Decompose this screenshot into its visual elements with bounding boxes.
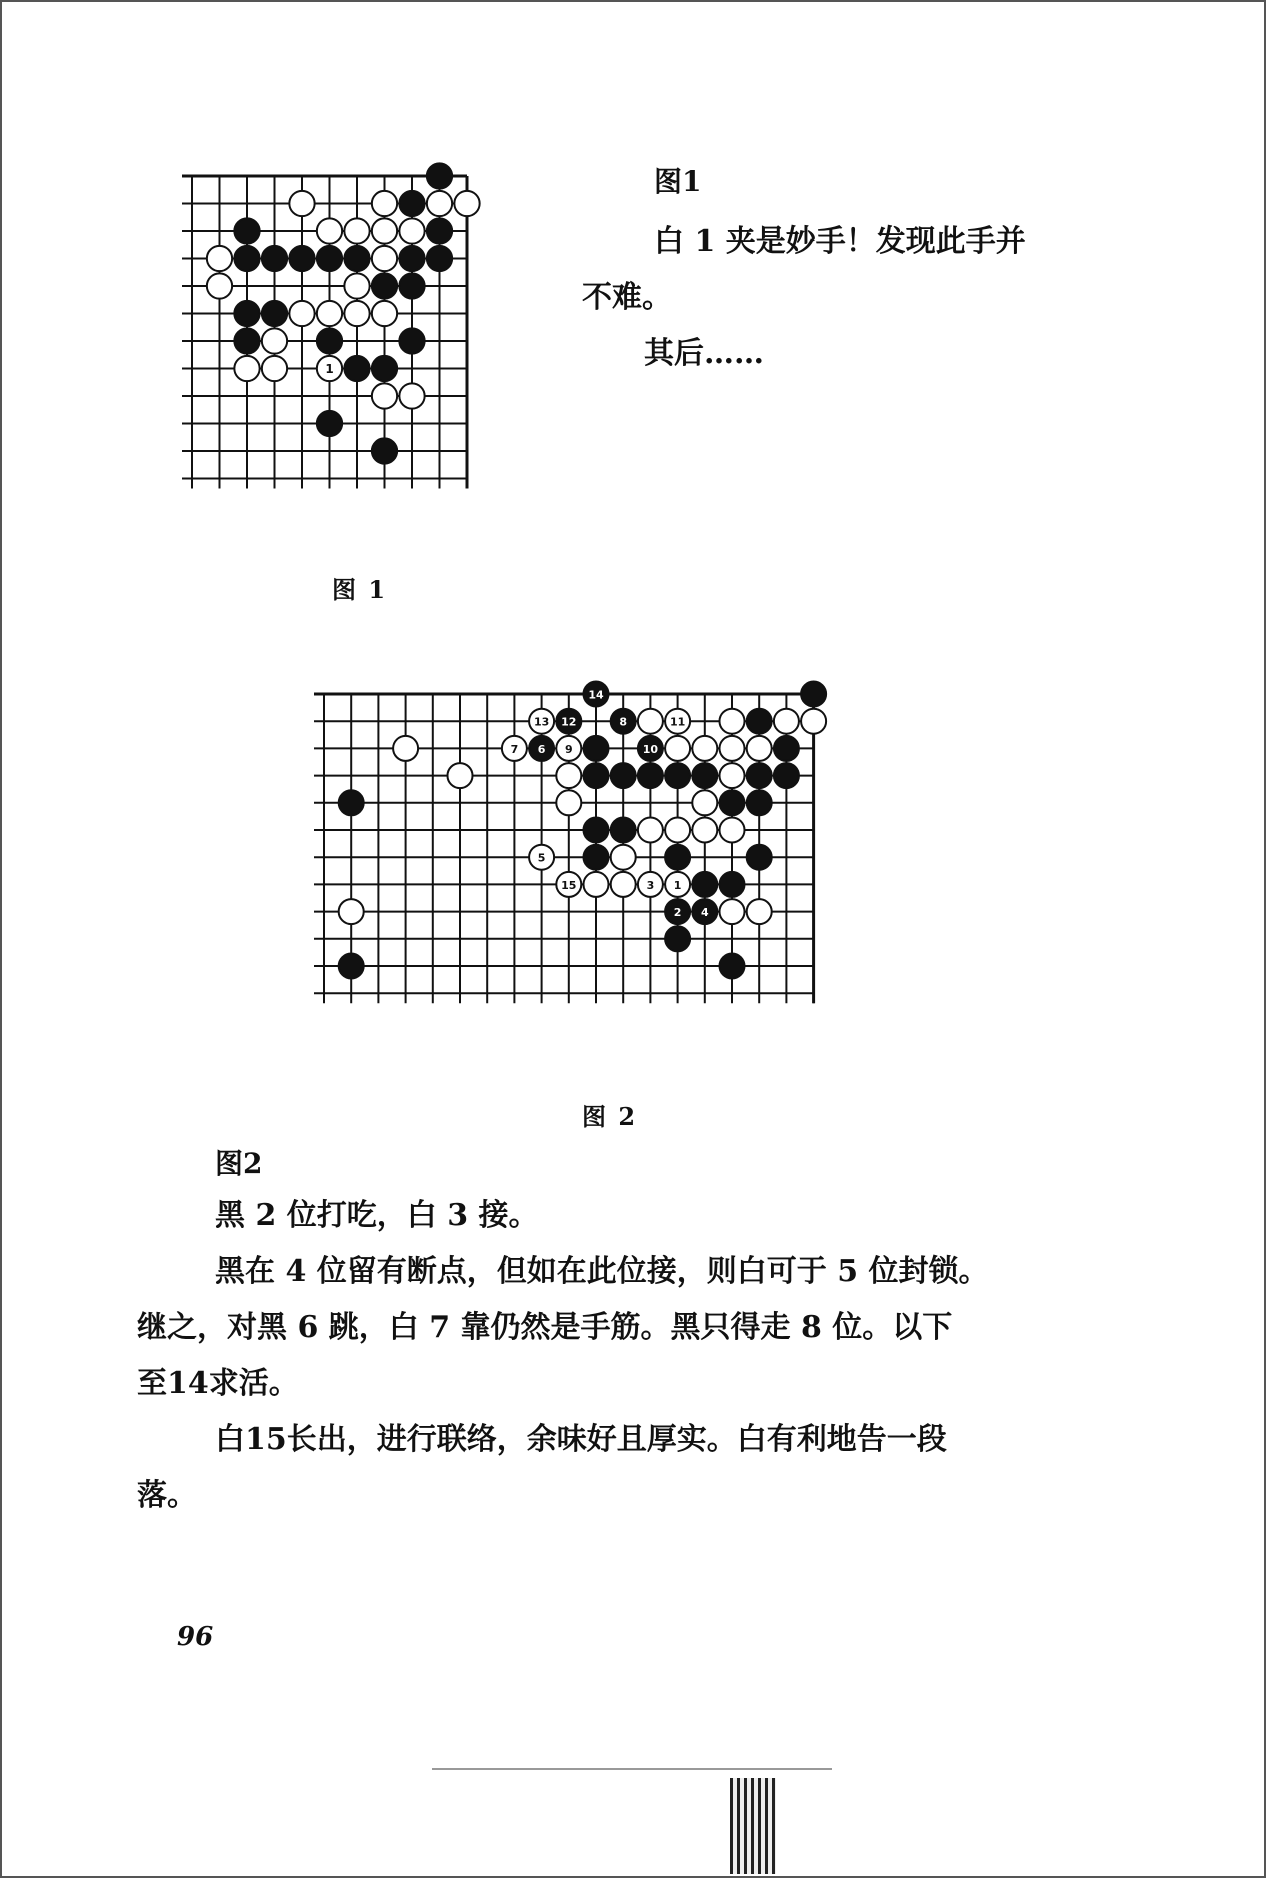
figure-2-para-5: 白15长出，进行联络，余味好且厚实。白有利地告一段 bbox=[215, 1422, 947, 1457]
stone-move-number: 7 bbox=[510, 742, 519, 756]
white-stone bbox=[339, 899, 364, 924]
white-stone bbox=[665, 817, 690, 842]
white-stone bbox=[747, 736, 772, 761]
go-board-diagram-2 bbox=[312, 682, 932, 1082]
white-stone bbox=[344, 273, 369, 298]
stone-move-number: 3 bbox=[646, 878, 655, 892]
black-stone bbox=[317, 328, 342, 353]
black-stone bbox=[747, 845, 772, 870]
white-stone bbox=[427, 191, 452, 216]
white-stone bbox=[719, 709, 744, 734]
black-stone bbox=[665, 763, 690, 788]
stone-move-number: 9 bbox=[564, 742, 573, 756]
figure-1-line-1: 白 1 夹是妙手！发现此手并 bbox=[654, 224, 1026, 259]
black-stone bbox=[583, 763, 608, 788]
white-stone bbox=[372, 383, 397, 408]
figure-1-caption: 图 1 bbox=[332, 575, 388, 604]
white-stone bbox=[692, 790, 717, 815]
black-stone bbox=[719, 872, 744, 897]
figure-2-heading: 图2 bbox=[215, 1147, 263, 1180]
black-stone bbox=[427, 246, 452, 271]
stone-move-number: 15 bbox=[561, 878, 577, 892]
black-stone bbox=[747, 763, 772, 788]
black-stone bbox=[665, 845, 690, 870]
white-stone bbox=[611, 872, 636, 897]
white-stone bbox=[747, 899, 772, 924]
white-stone bbox=[262, 356, 287, 381]
black-stone bbox=[774, 736, 799, 761]
stone-move-number: 14 bbox=[588, 688, 604, 702]
black-stone bbox=[747, 790, 772, 815]
black-stone bbox=[399, 246, 424, 271]
white-stone bbox=[372, 218, 397, 243]
black-stone bbox=[801, 681, 826, 706]
white-stone bbox=[665, 736, 690, 761]
black-stone bbox=[583, 845, 608, 870]
figure-2-commentary bbox=[137, 1142, 1137, 1524]
black-stone bbox=[692, 872, 717, 897]
black-stone bbox=[719, 953, 744, 978]
black-stone bbox=[611, 817, 636, 842]
black-stone bbox=[317, 411, 342, 436]
white-stone bbox=[207, 273, 232, 298]
figure-2-para-1: 黑 2 位打吃，白 3 接。 bbox=[215, 1198, 539, 1233]
black-stone bbox=[339, 790, 364, 815]
white-stone bbox=[344, 218, 369, 243]
black-stone bbox=[344, 356, 369, 381]
white-stone bbox=[719, 763, 744, 788]
figure-1-line-3: 其后…… bbox=[644, 336, 764, 371]
black-stone bbox=[234, 301, 259, 326]
stone-move-number: 1 bbox=[673, 878, 682, 892]
black-stone bbox=[289, 246, 314, 271]
stone-move-number: 8 bbox=[619, 715, 628, 729]
go-board-diagram-1 bbox=[182, 162, 562, 562]
white-stone bbox=[344, 301, 369, 326]
black-stone bbox=[665, 926, 690, 951]
white-stone bbox=[774, 709, 799, 734]
stone-move-number: 5 bbox=[537, 851, 546, 865]
black-stone bbox=[234, 246, 259, 271]
white-stone bbox=[801, 709, 826, 734]
white-stone bbox=[611, 845, 636, 870]
black-stone bbox=[692, 763, 717, 788]
black-stone bbox=[234, 218, 259, 243]
white-stone bbox=[372, 191, 397, 216]
scan-artifact-bar bbox=[730, 1778, 776, 1874]
page-number: 96 bbox=[177, 1622, 214, 1652]
white-stone bbox=[399, 383, 424, 408]
black-stone bbox=[372, 438, 397, 463]
stone-move-number: 10 bbox=[642, 742, 659, 756]
black-stone bbox=[638, 763, 663, 788]
go-board-figure-2 bbox=[312, 682, 932, 1086]
black-stone bbox=[427, 218, 452, 243]
stone-move-number: 11 bbox=[669, 715, 686, 729]
black-stone bbox=[234, 328, 259, 353]
black-stone bbox=[611, 763, 636, 788]
black-stone bbox=[719, 790, 744, 815]
white-stone bbox=[317, 301, 342, 326]
white-stone bbox=[556, 790, 581, 815]
white-stone bbox=[372, 246, 397, 271]
white-stone bbox=[289, 301, 314, 326]
white-stone bbox=[719, 736, 744, 761]
figure-2-para-4: 至14求活。 bbox=[137, 1366, 299, 1401]
black-stone bbox=[583, 736, 608, 761]
black-stone bbox=[372, 356, 397, 381]
figure-2-para-2: 黑在 4 位留有断点，但如在此位接，则白可于 5 位封锁。 bbox=[215, 1254, 989, 1289]
black-stone bbox=[399, 273, 424, 298]
white-stone bbox=[289, 191, 314, 216]
figure-1-heading: 图1 bbox=[654, 165, 702, 198]
white-stone bbox=[393, 736, 418, 761]
white-stone bbox=[556, 763, 581, 788]
white-stone bbox=[372, 301, 397, 326]
white-stone bbox=[399, 218, 424, 243]
black-stone bbox=[262, 301, 287, 326]
figure-2-para-6: 落。 bbox=[137, 1478, 197, 1513]
black-stone bbox=[372, 273, 397, 298]
white-stone bbox=[317, 218, 342, 243]
black-stone bbox=[399, 191, 424, 216]
white-stone bbox=[692, 817, 717, 842]
go-board-figure-1 bbox=[182, 162, 562, 566]
figure-2-caption: 图 2 bbox=[582, 1102, 638, 1131]
figure-2-para-3: 继之，对黑 6 跳，白 7 靠仍然是手筋。黑只得走 8 位。以下 bbox=[137, 1310, 953, 1345]
scan-artifact-line bbox=[432, 1768, 832, 1770]
white-stone bbox=[234, 356, 259, 381]
white-stone bbox=[262, 328, 287, 353]
figure-1-line-2: 不难。 bbox=[582, 280, 672, 315]
black-stone bbox=[747, 709, 772, 734]
stone-move-number: 2 bbox=[673, 905, 682, 919]
white-stone bbox=[454, 191, 479, 216]
black-stone bbox=[427, 163, 452, 188]
black-stone bbox=[774, 763, 799, 788]
black-stone bbox=[339, 953, 364, 978]
white-stone bbox=[583, 872, 608, 897]
white-stone bbox=[692, 736, 717, 761]
white-stone bbox=[719, 817, 744, 842]
stone-move-number: 1 bbox=[325, 361, 334, 376]
figure-1-commentary bbox=[582, 160, 1102, 382]
black-stone bbox=[262, 246, 287, 271]
white-stone bbox=[447, 763, 472, 788]
stone-move-number: 4 bbox=[700, 905, 709, 919]
white-stone bbox=[638, 709, 663, 734]
white-stone bbox=[638, 817, 663, 842]
black-stone bbox=[317, 246, 342, 271]
stone-move-number: 13 bbox=[533, 715, 550, 729]
stone-move-number: 12 bbox=[561, 715, 577, 729]
white-stone bbox=[207, 246, 232, 271]
black-stone bbox=[583, 817, 608, 842]
white-stone bbox=[719, 899, 744, 924]
black-stone bbox=[344, 246, 369, 271]
black-stone bbox=[399, 328, 424, 353]
stone-move-number: 6 bbox=[537, 742, 546, 756]
